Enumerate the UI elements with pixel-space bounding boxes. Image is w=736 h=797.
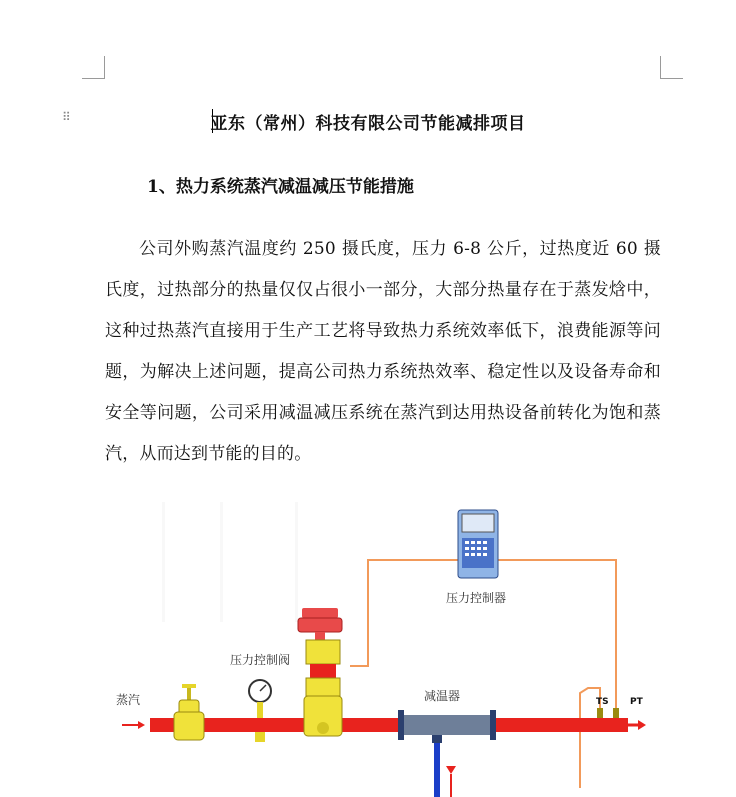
diagram-background-stripes: [162, 502, 298, 622]
page-corner-mark-top-left: [82, 56, 105, 79]
pressure-control-valve-label: 压力控制阀: [230, 653, 291, 667]
pressure-controller-icon: [458, 510, 498, 578]
temperature-sensor-icon: [597, 708, 603, 718]
document-title: 亚东（常州）科技有限公司节能减排项目: [210, 114, 526, 134]
desuperheater-label: 减温器: [424, 689, 461, 703]
steam-desuperheating-diagram: [110, 488, 650, 797]
pressure-control-valve-icon: [298, 608, 342, 736]
steam-inlet-arrow-icon: [122, 721, 145, 729]
page-corner-mark-top-right: [660, 56, 683, 79]
ts-label: TS: [596, 697, 609, 707]
drag-handle-icon[interactable]: ⠿: [62, 110, 72, 124]
steam-pipe: [150, 718, 628, 732]
body-paragraph: 公司外购蒸汽温度约 250 摄氏度，压力 6-8 公斤，过热度近 60 摄氏度，过热部分的热量仅仅占很小一部分，大部分热量存在于蒸发焓中，这种过热蒸汽直接用于生产工艺将导致热力系统效率低下，浪费能源等问题，为解决上述问题，提高公司热力系统热效率、稳定性以及设备寿命和安全等问题，公司采用减温减压系统在蒸汽到达用热设备前转化为饱和蒸汽，从而达到节能的目的。: [105, 239, 661, 464]
section-heading: 1、热力系统蒸汽减温减压节能措施: [147, 177, 414, 197]
steam-label: 蒸汽: [116, 693, 141, 707]
pt-label: PT: [630, 697, 643, 707]
pressure-controller-label: 压力控制器: [446, 591, 507, 605]
desuperheater-icon: [398, 710, 496, 797]
pressure-gauge-icon: [249, 680, 271, 742]
controller-to-valve-line: [350, 560, 458, 666]
pressure-transmitter-icon: [613, 708, 619, 718]
gate-valve-icon: [174, 684, 204, 740]
controller-to-pt-line: [498, 560, 616, 708]
